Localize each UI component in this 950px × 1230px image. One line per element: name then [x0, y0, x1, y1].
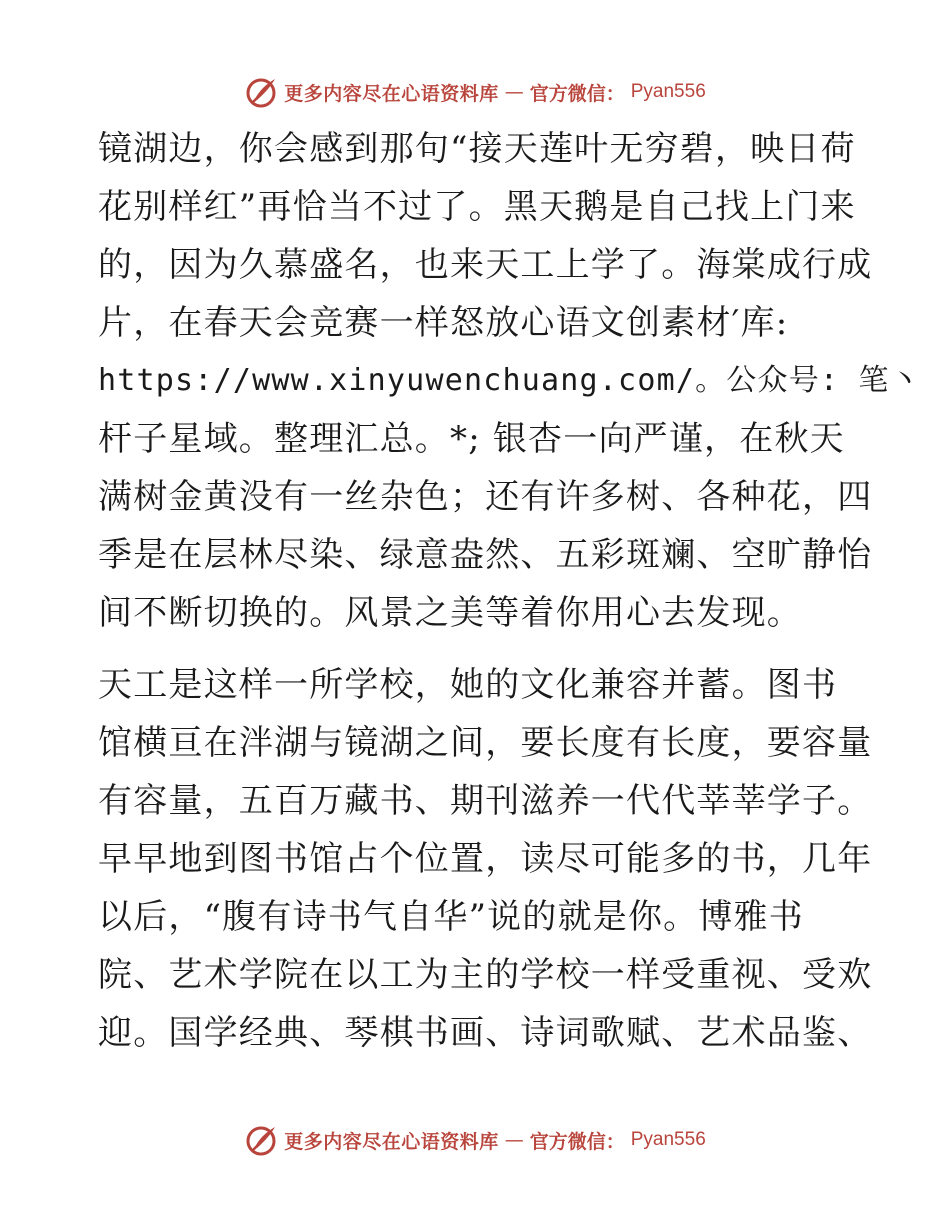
paragraph-2	[98, 656, 873, 1062]
banner-wechat-id: Pyan556	[630, 1129, 706, 1150]
text-line: 天工是这样一所学校，她的文化兼容并蓄。图书	[98, 665, 838, 705]
text-line: 有容量，五百万藏书、期刊滋养一代代莘莘学子。	[98, 781, 873, 821]
text-line: 迎。国学经典、琴棋书画、诗词歌赋、艺术品鉴、	[98, 1013, 873, 1053]
banner-main-text: 更多内容尽在心语资料库	[284, 1130, 499, 1153]
text-line: 以后，“腹有诗书气自华”说的就是你。博雅书	[98, 897, 804, 937]
text-line: 的，因为久慕盛名，也来天工上学了。海棠成行成	[98, 245, 873, 285]
header-banner	[0, 72, 950, 112]
paragraph-gap	[98, 642, 858, 656]
text-line: 间不断切换的。风景之美等着你用心去发现。	[98, 593, 802, 633]
text-line: 馆横亘在泮湖与镜湖之间，要长度有长度，要容量	[98, 723, 873, 763]
text-line: 满树金黄没有一丝杂色；还有许多树、各种花，四	[98, 477, 873, 517]
text-line: 季是在层林尽染、绿意盎然、五彩斑斓、空旷静怡	[98, 535, 873, 575]
banner-main-text: 更多内容尽在心语资料库	[284, 82, 499, 105]
quill-logo-icon	[244, 75, 278, 109]
text-line: 早早地到图书馆占个位置，读尽可能多的书，几年	[98, 839, 873, 879]
banner-contact-label: 官方微信：	[529, 1130, 625, 1153]
banner-dash: —	[504, 1129, 524, 1151]
paragraph-1	[98, 120, 921, 642]
text-line: 院、艺术学院在以工为主的学校一样受重视、受欢	[98, 955, 873, 995]
footer-banner	[0, 1120, 950, 1160]
text-line: 杆子星域。整理汇总。*; 银杏一向严谨，在秋天	[98, 419, 845, 459]
quill-logo-icon	[244, 1123, 278, 1157]
banner-wechat-id: Pyan556	[630, 81, 706, 102]
text-line: 片，在春天会竞赛一样怒放心语文创素材′库:	[98, 303, 789, 343]
banner-dash: —	[504, 81, 524, 103]
document-body	[98, 120, 921, 1062]
banner-contact-label: 官方微信：	[529, 82, 625, 105]
text-line: 花别样红”再恰当不过了。黑天鹅是自己找上门来	[98, 187, 856, 227]
text-line: 镜湖边，你会感到那句“接天莲叶无穷碧，映日荷	[98, 129, 856, 169]
text-line-url: https://www.xinyuwenchuang.com/。公众号: 笔丶	[98, 363, 921, 398]
